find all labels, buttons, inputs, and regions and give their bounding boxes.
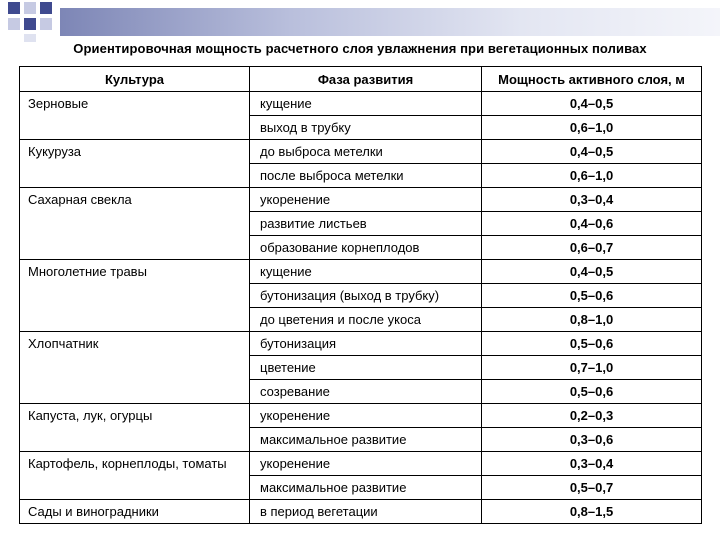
cell-depth: 0,6–0,7 [482, 236, 702, 260]
cell-crop [20, 356, 250, 380]
cell-phase: выход в трубку [250, 116, 482, 140]
cell-phase: максимальное развитие [250, 476, 482, 500]
table-row [20, 308, 702, 332]
header-gradient-bar [60, 8, 720, 36]
table-row [20, 236, 702, 260]
cell-crop: Сахарная свекла [20, 188, 250, 212]
cell-phase: образование корнеплодов [250, 236, 482, 260]
cell-depth: 0,8–1,0 [482, 308, 702, 332]
cell-crop [20, 212, 250, 236]
cell-crop [20, 116, 250, 140]
table-row [20, 428, 702, 452]
cell-depth: 0,3–0,4 [482, 188, 702, 212]
cell-phase: укоренение [250, 188, 482, 212]
table-row [20, 164, 702, 188]
cell-phase: максимальное развитие [250, 428, 482, 452]
table-row [20, 260, 702, 284]
cell-depth: 0,3–0,4 [482, 452, 702, 476]
table-row [20, 356, 702, 380]
table-row [20, 116, 702, 140]
cell-phase: до выброса метелки [250, 140, 482, 164]
cell-depth: 0,5–0,6 [482, 332, 702, 356]
column-header-crop: Культура [20, 67, 250, 92]
table-row [20, 140, 702, 164]
table-row [20, 188, 702, 212]
cell-crop [20, 476, 250, 500]
cell-depth: 0,6–1,0 [482, 116, 702, 140]
cell-phase: укоренение [250, 452, 482, 476]
cell-depth: 0,2–0,3 [482, 404, 702, 428]
cell-crop: Хлопчатник [20, 332, 250, 356]
cell-phase: цветение [250, 356, 482, 380]
page-title: Ориентировочная мощность расчетного слоя увлажнения при вегетационных поливах [73, 41, 647, 56]
table-row [20, 380, 702, 404]
cell-crop: Многолетние травы [20, 260, 250, 284]
cell-crop: Сады и виноградники [20, 500, 250, 524]
cell-depth: 0,8–1,5 [482, 500, 702, 524]
cell-crop [20, 308, 250, 332]
table-header-row [20, 67, 702, 92]
cell-phase: кущение [250, 260, 482, 284]
table-row [20, 404, 702, 428]
cell-crop: Картофель, корнеплоды, томаты [20, 452, 250, 476]
table-row [20, 500, 702, 524]
table-body [20, 92, 702, 524]
table-row [20, 452, 702, 476]
cell-phase: бутонизация (выход в трубку) [250, 284, 482, 308]
cell-phase: развитие листьев [250, 212, 482, 236]
cell-depth: 0,5–0,6 [482, 380, 702, 404]
decor-square [8, 18, 20, 30]
decor-square [8, 2, 20, 14]
column-header-phase: Фаза развития [250, 67, 482, 92]
cell-phase: бутонизация [250, 332, 482, 356]
cell-crop [20, 380, 250, 404]
cell-depth: 0,4–0,5 [482, 92, 702, 116]
cell-phase: после выброса метелки [250, 164, 482, 188]
table-row [20, 284, 702, 308]
table-row [20, 92, 702, 116]
decor-square [40, 18, 52, 30]
table-row [20, 212, 702, 236]
cell-crop [20, 284, 250, 308]
cell-depth: 0,4–0,5 [482, 140, 702, 164]
header-decoration [0, 0, 720, 44]
decor-square [24, 2, 36, 14]
cell-phase: созревание [250, 380, 482, 404]
cell-crop: Капуста, лук, огурцы [20, 404, 250, 428]
cell-depth: 0,5–0,6 [482, 284, 702, 308]
cell-phase: до цветения и после укоса [250, 308, 482, 332]
table-row [20, 332, 702, 356]
cell-phase: укоренение [250, 404, 482, 428]
cell-depth: 0,6–1,0 [482, 164, 702, 188]
cell-phase: в период вегетации [250, 500, 482, 524]
cell-crop: Кукуруза [20, 140, 250, 164]
cell-depth: 0,4–0,5 [482, 260, 702, 284]
cell-depth: 0,4–0,6 [482, 212, 702, 236]
cell-depth: 0,7–1,0 [482, 356, 702, 380]
cell-crop [20, 428, 250, 452]
decor-square [40, 2, 52, 14]
cell-crop [20, 236, 250, 260]
cell-crop: Зерновые [20, 92, 250, 116]
table-row [20, 476, 702, 500]
cell-depth: 0,5–0,7 [482, 476, 702, 500]
irrigation-depth-table [19, 66, 702, 524]
cell-phase: кущение [250, 92, 482, 116]
cell-depth: 0,3–0,6 [482, 428, 702, 452]
cell-crop [20, 164, 250, 188]
column-header-depth: Мощность активного слоя, м [482, 67, 702, 92]
decor-square [24, 18, 36, 30]
